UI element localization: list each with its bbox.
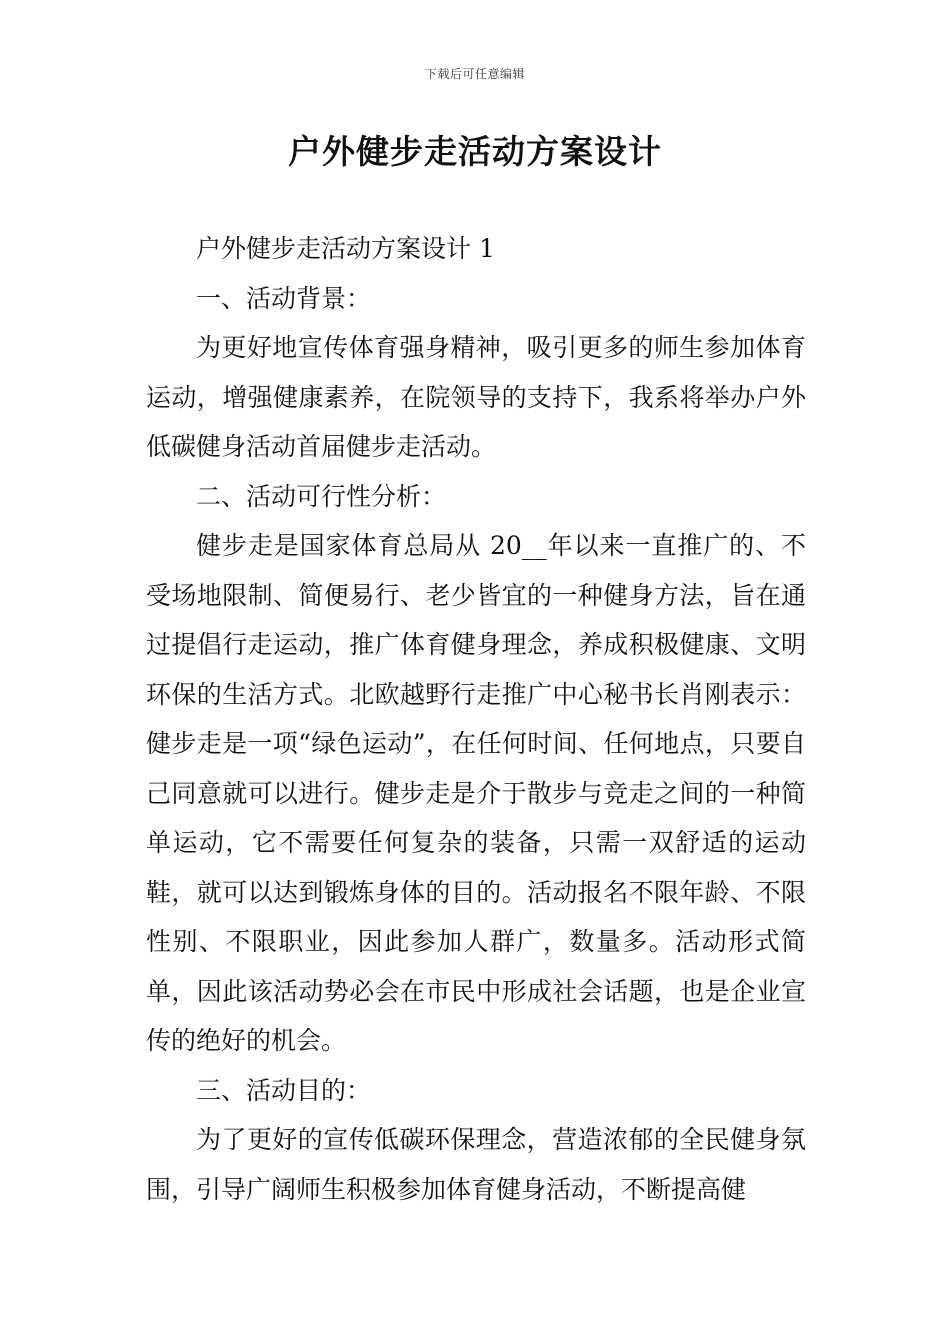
section-heading-feasibility: 二、活动可行性分析： bbox=[196, 481, 447, 511]
document-title: 户外健步走活动方案设计 bbox=[288, 132, 662, 171]
section-subtitle: 户外健步走活动方案设计 1 bbox=[196, 234, 495, 263]
paragraph-background: 为更好地宣传体育强身精神，吸引更多的师生参加体育运动，增强健康素养，在院领导的支持下，我系将举办户外低碳健身活动首届健步走活动。 bbox=[146, 333, 806, 461]
section-heading-purpose: 三、活动目的： bbox=[196, 1075, 372, 1105]
section-heading-background: 一、活动背景： bbox=[196, 283, 372, 313]
document-body bbox=[146, 224, 806, 1214]
header-note: 下载后可任意编辑 bbox=[424, 67, 525, 81]
paragraph-feasibility: 健步走是国家体育总局从 20__年以来一直推广的、不受场地限制、简便易行、老少皆宜的一种健身方法，旨在通过提倡行走运动，推广体育健身理念，养成积极健康、文明环保的生活方式。北欧越野行走推广中心秘书长肖刚表示：健步走是一项“绿色运动”，在任何时间、任何地点，只要自己同意就可以进行。健步走是介于散步与竞走之间的一种简单运动，它不需要任何复杂的装备，只需一双舒适的运动鞋，就可以达到锻炼身体的目的。活动报名不限年龄、不限性别、不限职业，因此参加人群广，数量多。活动形式简单，因此该活动势必会在市民中形成社会话题，也是企业宣传的绝好的机会。 bbox=[146, 531, 806, 1055]
paragraph-purpose: 为了更好的宣传低碳环保理念，营造浓郁的全民健身氛围，引导广阔师生积极参加体育健身活动，不断提高健 bbox=[146, 1125, 806, 1204]
